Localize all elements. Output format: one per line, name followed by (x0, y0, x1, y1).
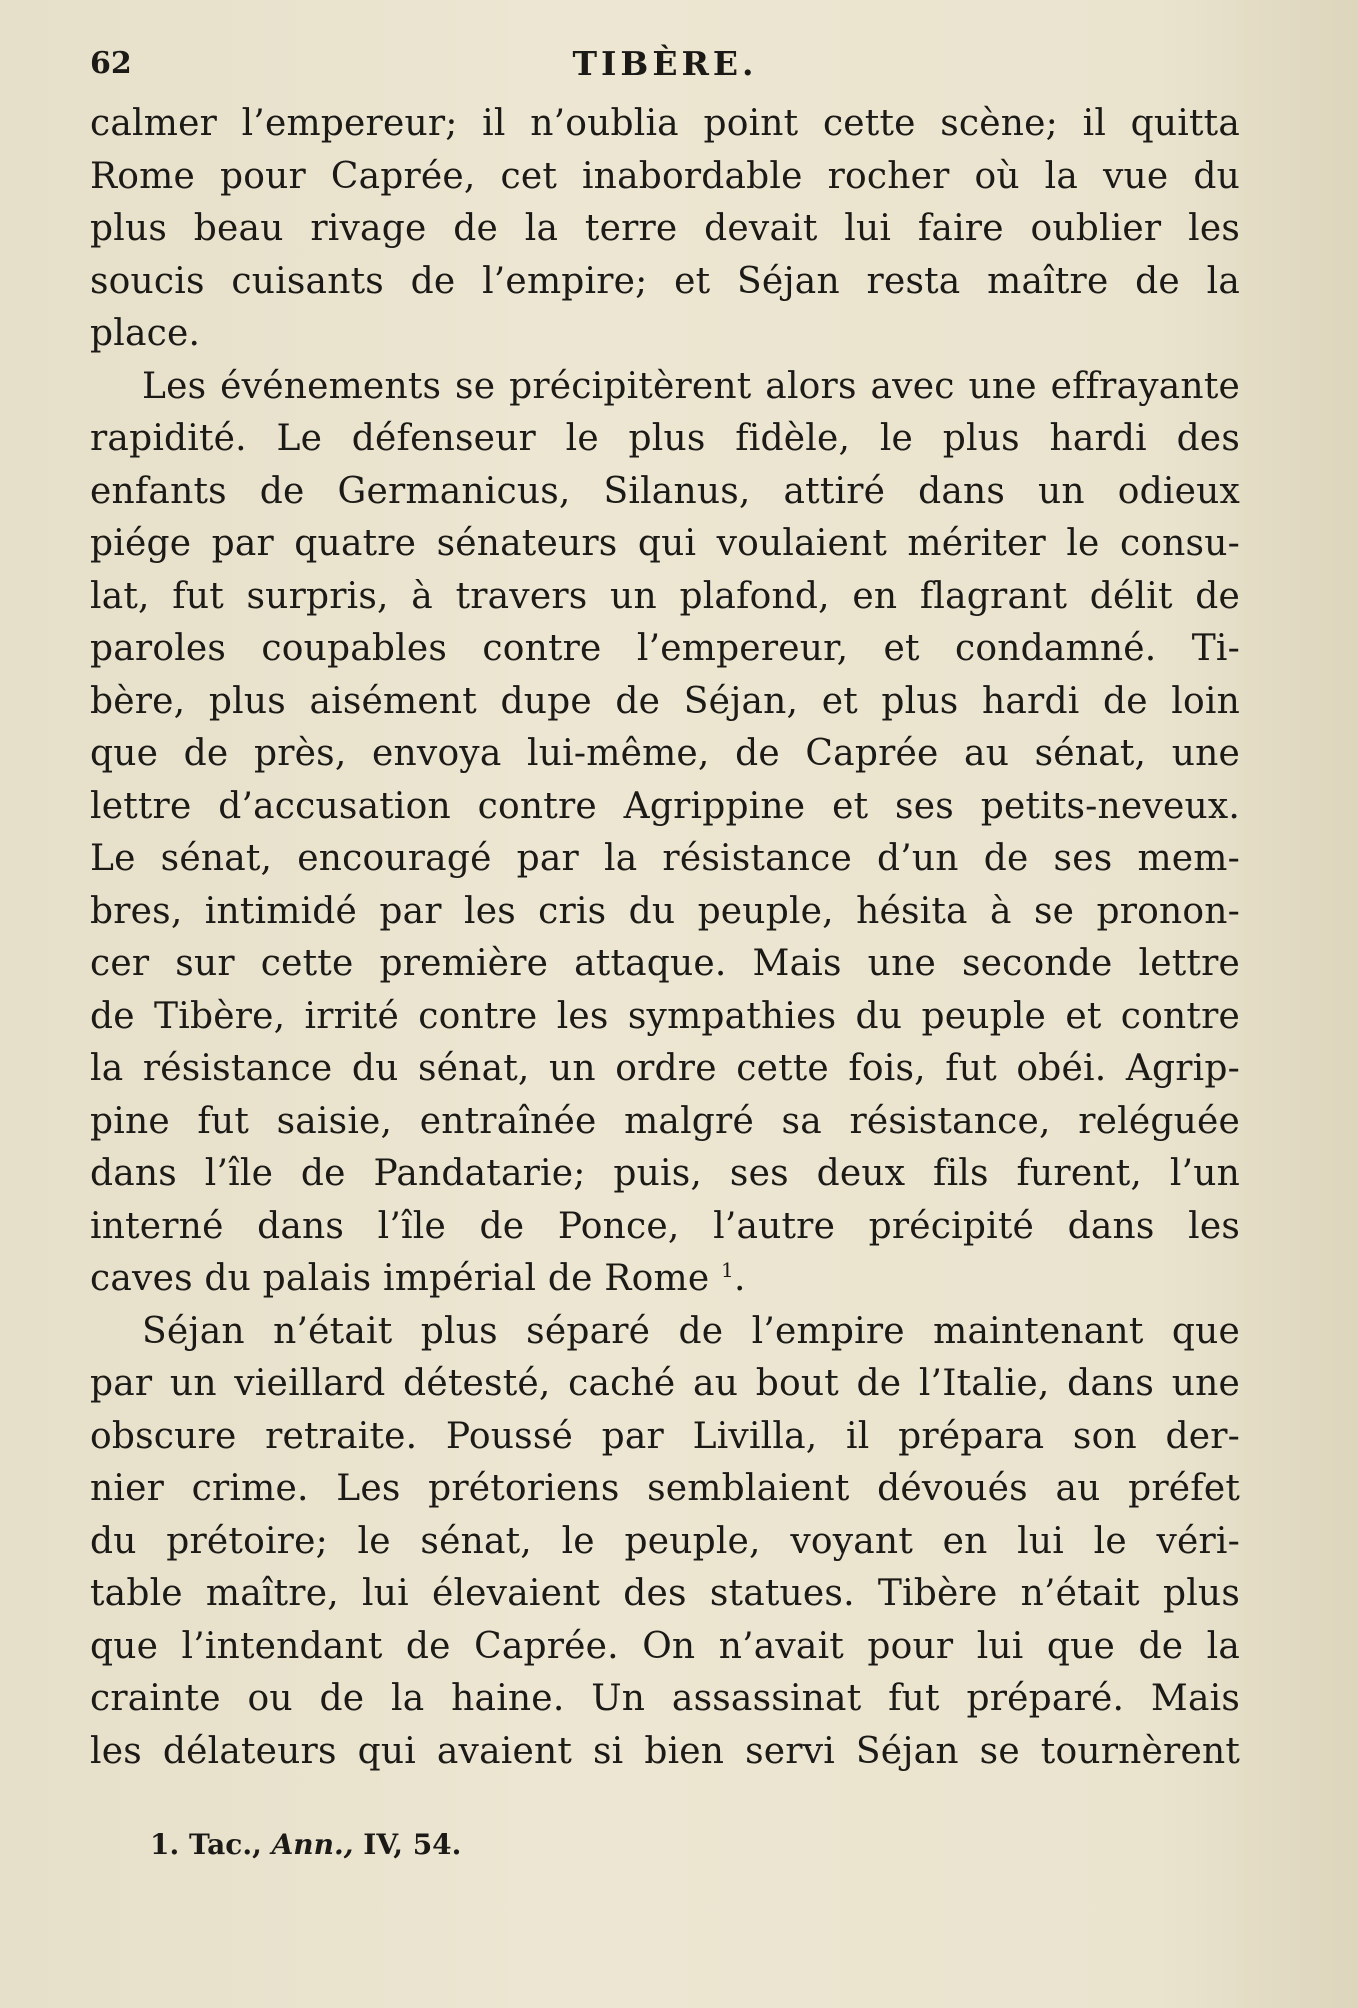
text-line: bère, plus aisément dupe de Séjan, et plus hardi de loin (90, 680, 1240, 722)
text-line: Séjan n’était plus séparé de l’empire maintenant que (142, 1310, 1240, 1352)
text-line: soucis cuisants de l’empire; et Séjan resta maître de la (90, 260, 1240, 302)
text-line: nier crime. Les prétoriens semblaient dévoués au préfet (90, 1468, 1240, 1509)
running-title: TIBÈRE. (572, 44, 758, 83)
page-number: 62 (90, 46, 132, 81)
text-line: place. (90, 313, 201, 354)
text-line: cer sur cette première attaque. Mais une seconde lettre (90, 943, 1240, 984)
text-line: Rome pour Caprée, cet inabordable rocher où la vue du (90, 155, 1240, 197)
text-line: dans l’île de Pandatarie; puis, ses deux fils furent, l’un (90, 1153, 1240, 1194)
text-line: enfants de Germanicus, Silanus, attiré dans un odieux (90, 470, 1240, 512)
text-line: bres, intimidé par les cris du peuple, hésita à se pronon- (90, 890, 1240, 932)
text-line: obscure retraite. Poussé par Livilla, il prépara son der- (90, 1415, 1240, 1457)
text-line: lettre d’accusation contre Agrippine et ses petits-neveux. (90, 785, 1240, 827)
text-line: Le sénat, encouragé par la résistance d’un de ses mem- (90, 838, 1240, 879)
text-line: paroles coupables contre l’empereur, et condamné. Ti- (90, 628, 1240, 669)
footnote-ref: IV, 54. (363, 1828, 462, 1861)
text-line: Les événements se précipitèrent alors avec une effrayante (142, 365, 1240, 407)
body-text (90, 98, 1240, 1778)
text-line: piége par quatre sénateurs qui voulaient mériter le consu- (90, 523, 1240, 564)
footnote (150, 1828, 461, 1861)
text-line: pine fut saisie, entraînée malgré sa résistance, reléguée (90, 1100, 1240, 1142)
footnote-work: Ann., (271, 1828, 354, 1861)
text-line: rapidité. Le défenseur le plus fidèle, le plus hardi des (90, 418, 1240, 459)
text-line: crainte ou de la haine. Un assassinat fut préparé. Mais (90, 1678, 1240, 1719)
text-line: interné dans l’île de Ponce, l’autre précipité dans les (90, 1205, 1240, 1247)
text-line: du prétoire; le sénat, le peuple, voyant en lui le véri- (90, 1520, 1240, 1562)
text-line: caves du palais impérial de Rome (90, 1258, 710, 1299)
text-line: lat, fut surpris, à travers un plafond, en flagrant délit de (90, 575, 1240, 617)
text-line: que de près, envoya lui-même, de Caprée au sénat, une (90, 733, 1240, 774)
text-line: que l’intendant de Caprée. On n’avait pour lui que de la (90, 1625, 1240, 1667)
text-line: de Tibère, irrité contre les sympathies du peuple et contre (90, 995, 1240, 1037)
text-line: la résistance du sénat, un ordre cette fois, fut obéi. Agrip- (90, 1048, 1240, 1089)
text-line: par un vieillard détesté, caché au bout de l’Italie, dans une (90, 1363, 1240, 1404)
footnote-marker: 1 (721, 1258, 734, 1282)
page-header (90, 40, 1240, 96)
text-line-with-note: caves du palais impérial de Rome $^1$. (90, 1258, 746, 1299)
text-line: calmer l’empereur; il n’oublia point cette scène; il quitta (90, 103, 1240, 144)
text-line: plus beau rivage de la terre devait lui faire oublier les (90, 208, 1240, 249)
text-line: table maître, lui élevaient des statues. Tibère n’était plus (90, 1573, 1240, 1614)
footnote-number: 1. (150, 1828, 180, 1861)
footnote-source: Tac., (188, 1828, 262, 1861)
text-line: les délateurs qui avaient si bien servi Séjan se tournèrent (90, 1730, 1240, 1772)
